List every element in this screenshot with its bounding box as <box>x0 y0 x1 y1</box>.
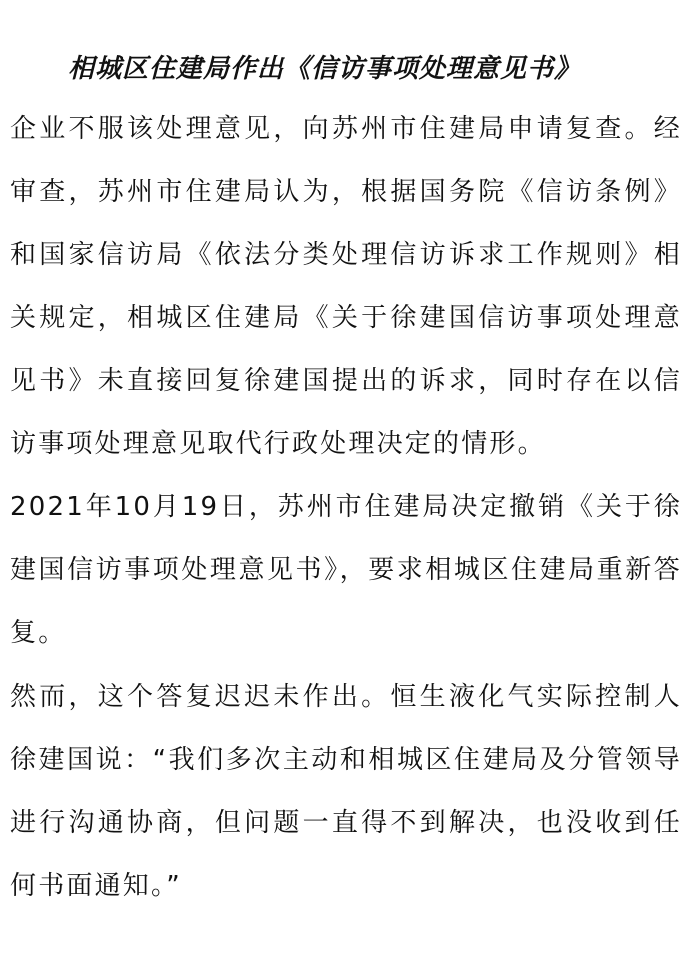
paragraph-no-reply: 然而，这个答复迟迟未作出。恒生液化气实际控制人徐建国说：“我们多次主动和相城区住建局及分管领导进行沟通协商，但问题一直得不到解决，也没收到任何书面通知。” <box>10 682 682 901</box>
paragraph-review-decision: 企业不服该处理意见，向苏州市住建局申请复查。经审查，苏州市住建局认为，根据国务院《信访条例》和国家信访局《依法分类处理信访诉求工作规则》相关规定，相城区住建局《关于徐建国信访事项处理意见书》未直接回复徐建国提出的诉求，同时存在以信访事项处理意见取代行政处理决定的情形。 <box>10 114 682 459</box>
document-title: 相城区住建局作出《信访事项处理意见书》 <box>68 54 582 84</box>
paragraph-revocation: 2021年10月19日，苏州市住建局决定撤销《关于徐建国信访事项处理意见书》，要求相城区住建局重新答复。 <box>10 492 682 648</box>
